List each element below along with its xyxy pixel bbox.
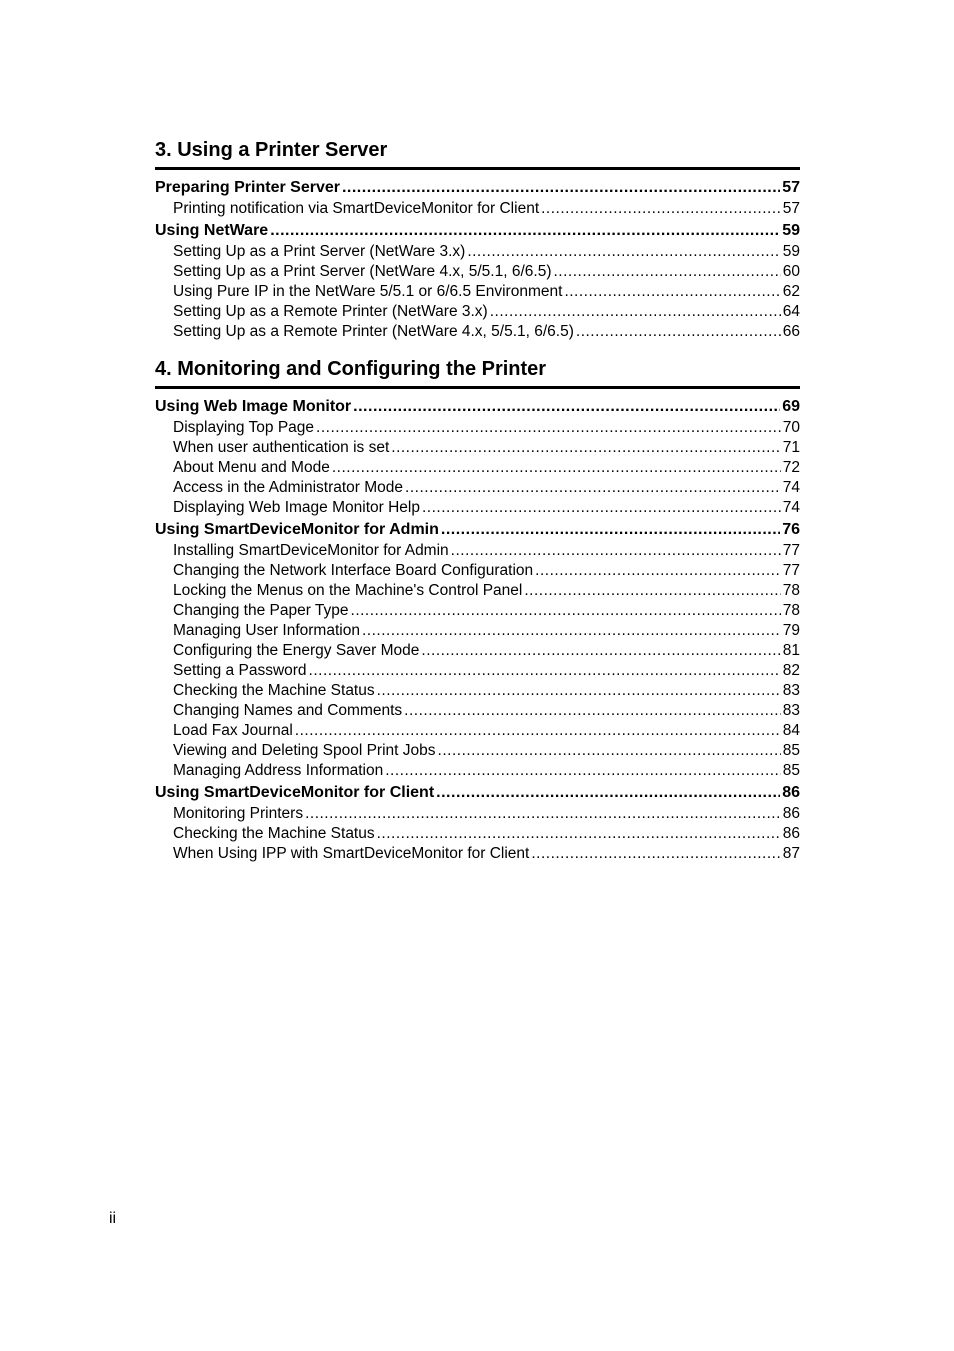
- dot-leader: [441, 518, 780, 541]
- toc-entry-label: Changing the Paper Type: [173, 602, 349, 619]
- toc-page-number: 57: [782, 200, 800, 217]
- dot-leader: [385, 761, 781, 781]
- toc-page-number: 62: [782, 283, 800, 300]
- chapter-title: 4. Monitoring and Configuring the Printer: [155, 358, 547, 380]
- toc-entry-label: Changing Names and Comments: [173, 702, 403, 719]
- toc-entry-label: Locking the Menus on the Machine's Control Panel: [173, 582, 523, 599]
- dot-leader: [467, 242, 780, 262]
- toc-item[interactable]: [155, 661, 800, 681]
- toc-page-number: 86: [782, 825, 800, 842]
- toc-item[interactable]: [155, 282, 800, 302]
- toc-item[interactable]: [155, 199, 800, 219]
- chapter-4: [155, 356, 800, 864]
- toc-list: [155, 176, 800, 342]
- toc-page-number: 87: [782, 845, 800, 862]
- toc-entry-label: Displaying Web Image Monitor Help: [173, 499, 420, 516]
- dot-leader: [305, 804, 781, 824]
- toc-page-number: 77: [782, 542, 800, 559]
- toc-page-number: 82: [782, 662, 800, 679]
- dot-leader: [490, 302, 781, 322]
- dot-leader: [351, 601, 781, 621]
- toc-page-number: 74: [782, 479, 800, 496]
- toc-entry-label: Preparing Printer Server: [155, 179, 340, 196]
- toc-entry-label: Using NetWare: [155, 222, 269, 239]
- toc-page-number: 57: [782, 179, 800, 196]
- toc-entry-label: Installing SmartDeviceMonitor for Admin: [173, 542, 449, 559]
- toc-item[interactable]: [155, 541, 800, 561]
- toc-page-number: 86: [782, 784, 800, 801]
- dot-leader: [576, 322, 781, 342]
- toc-section[interactable]: [155, 518, 800, 541]
- dot-leader: [332, 458, 781, 478]
- toc-section[interactable]: [155, 176, 800, 199]
- toc-entry-label: Managing Address Information: [173, 762, 384, 779]
- toc-section[interactable]: [155, 395, 800, 418]
- dot-leader: [535, 561, 781, 581]
- toc-entry-label: Viewing and Deleting Spool Print Jobs: [173, 742, 436, 759]
- toc-item[interactable]: [155, 844, 800, 864]
- toc-page-number: 70: [782, 419, 800, 436]
- dot-leader: [362, 621, 781, 641]
- toc-entry-label: Setting a Password: [173, 662, 307, 679]
- dot-leader: [342, 176, 780, 199]
- dot-leader: [541, 199, 781, 219]
- toc-item[interactable]: [155, 322, 800, 342]
- toc-page-number: 84: [782, 722, 800, 739]
- toc-entry-label: Using SmartDeviceMonitor for Client: [155, 784, 435, 801]
- toc-entry-label: When user authentication is set: [173, 439, 390, 456]
- toc-page-number: 86: [782, 805, 800, 822]
- dot-leader: [436, 781, 780, 804]
- toc-page-number: 66: [782, 323, 800, 340]
- toc-item[interactable]: [155, 478, 800, 498]
- toc-item[interactable]: [155, 561, 800, 581]
- toc-entry-label: Access in the Administrator Mode: [173, 479, 404, 496]
- toc-page-number: 85: [782, 742, 800, 759]
- toc-entry-label: Configuring the Energy Saver Mode: [173, 642, 420, 659]
- dot-leader: [524, 581, 780, 601]
- toc-page-number: 69: [782, 398, 800, 415]
- toc-page-number: 85: [782, 762, 800, 779]
- toc-section[interactable]: [155, 781, 800, 804]
- toc-item[interactable]: [155, 498, 800, 518]
- toc-page-number: 81: [782, 642, 800, 659]
- dot-leader: [270, 219, 780, 242]
- toc-page-number: 77: [782, 562, 800, 579]
- toc-entry-label: Managing User Information: [173, 622, 360, 639]
- toc-list: [155, 395, 800, 864]
- toc-page-number: 59: [782, 222, 800, 239]
- toc-item[interactable]: [155, 701, 800, 721]
- toc-entry-label: Setting Up as a Remote Printer (NetWare 3.x): [173, 303, 488, 320]
- toc-entry-label: Using SmartDeviceMonitor for Admin: [155, 521, 439, 538]
- dot-leader: [531, 844, 780, 864]
- toc-entry-label: Monitoring Printers: [173, 805, 304, 822]
- dot-leader: [451, 541, 781, 561]
- toc-item[interactable]: [155, 681, 800, 701]
- toc-item[interactable]: [155, 458, 800, 478]
- toc-item[interactable]: [155, 804, 800, 824]
- dot-leader: [421, 641, 780, 661]
- dot-leader: [404, 701, 781, 721]
- toc-item[interactable]: [155, 824, 800, 844]
- dot-leader: [405, 478, 781, 498]
- dot-leader: [377, 681, 781, 701]
- toc-page-number: 76: [782, 521, 800, 538]
- toc-entry-label: Printing notification via SmartDeviceMonitor for Client: [173, 200, 540, 217]
- toc-item[interactable]: [155, 438, 800, 458]
- chapter-3: [155, 137, 800, 342]
- toc-entry-label: Using Web Image Monitor: [155, 398, 352, 415]
- toc-page-number: 59: [782, 243, 800, 260]
- toc-entry-label: Changing the Network Interface Board Configuration: [173, 562, 534, 579]
- toc-item[interactable]: [155, 761, 800, 781]
- dot-leader: [377, 824, 781, 844]
- toc-page-number: 78: [782, 582, 800, 599]
- toc-page-number: 79: [782, 622, 800, 639]
- toc-entry-label: Setting Up as a Print Server (NetWare 4.x, 5/5.1, 6/6.5): [173, 263, 552, 280]
- toc-page-number: 60: [782, 263, 800, 280]
- toc-item[interactable]: [155, 262, 800, 282]
- toc-entry-label: Checking the Machine Status: [173, 682, 375, 699]
- chapter-rule: [155, 386, 800, 389]
- toc-entry-label: Displaying Top Page: [173, 419, 315, 436]
- toc-item[interactable]: [155, 302, 800, 322]
- toc-page-number: 74: [782, 499, 800, 516]
- toc-item[interactable]: [155, 641, 800, 661]
- toc-page-number: 78: [782, 602, 800, 619]
- toc-page-number: 72: [782, 459, 800, 476]
- toc-item[interactable]: [155, 601, 800, 621]
- chapter-title: 3. Using a Printer Server: [155, 139, 388, 161]
- toc-entry-label: Checking the Machine Status: [173, 825, 375, 842]
- toc-page-number: 71: [782, 439, 800, 456]
- toc-page-number: 83: [782, 682, 800, 699]
- dot-leader: [564, 282, 780, 302]
- toc-item[interactable]: [155, 621, 800, 641]
- toc-item[interactable]: [155, 721, 800, 741]
- toc-page-number: 83: [782, 702, 800, 719]
- dot-leader: [391, 438, 780, 458]
- toc-entry-label: When Using IPP with SmartDeviceMonitor for Client: [173, 845, 530, 862]
- toc-entry-label: Setting Up as a Remote Printer (NetWare 4.x, 5/5.1, 6/6.5): [173, 323, 574, 340]
- toc-page-number: 64: [782, 303, 800, 320]
- dot-leader: [309, 661, 781, 681]
- toc-item[interactable]: [155, 242, 800, 262]
- toc-item[interactable]: [155, 418, 800, 438]
- toc-entry-label: About Menu and Mode: [173, 459, 330, 476]
- toc-item[interactable]: [155, 741, 800, 761]
- toc-item[interactable]: [155, 581, 800, 601]
- dot-leader: [553, 262, 780, 282]
- toc-entry-label: Using Pure IP in the NetWare 5/5.1 or 6/6.5 Environment: [173, 283, 563, 300]
- dot-leader: [295, 721, 781, 741]
- dot-leader: [438, 741, 781, 761]
- chapter-rule: [155, 167, 800, 170]
- page-number: ii: [109, 1210, 117, 1227]
- dot-leader: [422, 498, 781, 518]
- toc-entry-label: Setting Up as a Print Server (NetWare 3.x): [173, 243, 466, 260]
- toc-section[interactable]: [155, 219, 800, 242]
- dot-leader: [316, 418, 781, 438]
- toc-entry-label: Load Fax Journal: [173, 722, 293, 739]
- dot-leader: [353, 395, 780, 418]
